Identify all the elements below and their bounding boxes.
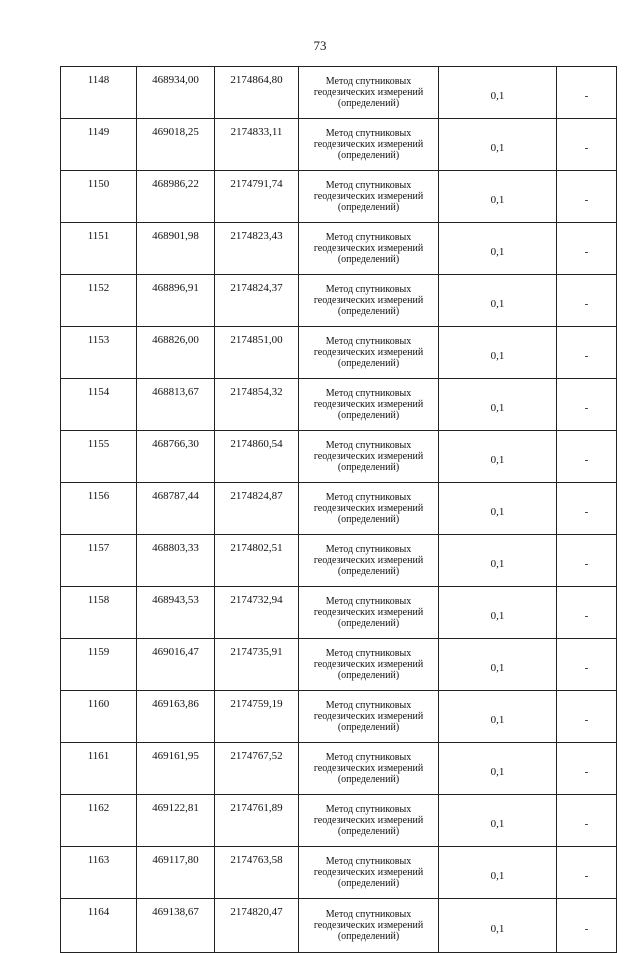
extra-value: - — [584, 141, 589, 154]
point-number-cell: 1163 — [61, 847, 137, 899]
method-cell — [299, 743, 439, 795]
extra-value: - — [584, 765, 589, 778]
extra-cell — [557, 587, 617, 639]
extra-cell — [557, 847, 617, 899]
method-line: Метод спутниковых — [325, 180, 412, 191]
extra-cell — [557, 691, 617, 743]
accuracy-cell — [439, 67, 557, 119]
accuracy-cell — [439, 379, 557, 431]
table-row — [61, 847, 617, 899]
x-coordinate-cell: 469163,86 — [137, 691, 215, 743]
y-coordinate-cell: 2174735,91 — [215, 639, 299, 691]
point-number-cell: 1159 — [61, 639, 137, 691]
x-coordinate-cell: 469138,67 — [137, 899, 215, 953]
extra-cell — [557, 67, 617, 119]
accuracy-cell — [439, 327, 557, 379]
extra-cell — [557, 171, 617, 223]
method-line: (определений) — [337, 410, 400, 421]
extra-cell — [557, 743, 617, 795]
method-line: Метод спутниковых — [325, 856, 412, 867]
extra-value: - — [584, 453, 589, 466]
x-coordinate-cell: 468943,53 — [137, 587, 215, 639]
method-line: (определений) — [337, 462, 400, 473]
method-cell — [299, 691, 439, 743]
table-row — [61, 67, 617, 119]
point-number-cell: 1155 — [61, 431, 137, 483]
point-number-cell: 1154 — [61, 379, 137, 431]
method-line: геодезических измерений — [313, 191, 424, 202]
method-line: (определений) — [337, 722, 400, 733]
method-line: (определений) — [337, 618, 400, 629]
accuracy-cell — [439, 483, 557, 535]
point-number-cell: 1149 — [61, 119, 137, 171]
extra-cell — [557, 639, 617, 691]
method-line: геодезических измерений — [313, 139, 424, 150]
method-cell — [299, 847, 439, 899]
method-line: геодезических измерений — [313, 87, 424, 98]
table-row — [61, 119, 617, 171]
method-line: геодезических измерений — [313, 607, 424, 618]
accuracy-value: 0,1 — [490, 557, 505, 570]
extra-value: - — [584, 557, 589, 570]
accuracy-value: 0,1 — [490, 869, 505, 882]
method-cell — [299, 67, 439, 119]
accuracy-cell — [439, 171, 557, 223]
extra-cell — [557, 899, 617, 953]
method-line: геодезических измерений — [313, 347, 424, 358]
method-line: Метод спутниковых — [325, 909, 412, 920]
method-line: Метод спутниковых — [325, 440, 412, 451]
extra-value: - — [584, 245, 589, 258]
extra-cell — [557, 431, 617, 483]
accuracy-cell — [439, 275, 557, 327]
method-line: геодезических измерений — [313, 815, 424, 826]
table-row — [61, 743, 617, 795]
accuracy-value: 0,1 — [490, 349, 505, 362]
x-coordinate-cell: 469018,25 — [137, 119, 215, 171]
table-row — [61, 431, 617, 483]
accuracy-value: 0,1 — [490, 193, 505, 206]
accuracy-value: 0,1 — [490, 505, 505, 518]
extra-value: - — [584, 869, 589, 882]
y-coordinate-cell: 2174791,74 — [215, 171, 299, 223]
extra-cell — [557, 275, 617, 327]
x-coordinate-cell: 468787,44 — [137, 483, 215, 535]
point-number-cell: 1164 — [61, 899, 137, 953]
method-line: геодезических измерений — [313, 503, 424, 514]
extra-value: - — [584, 89, 589, 102]
y-coordinate-cell: 2174854,32 — [215, 379, 299, 431]
method-line: (определений) — [337, 514, 400, 525]
point-number-cell: 1156 — [61, 483, 137, 535]
accuracy-value: 0,1 — [490, 141, 505, 154]
method-line: (определений) — [337, 150, 400, 161]
accuracy-value: 0,1 — [490, 713, 505, 726]
y-coordinate-cell: 2174759,19 — [215, 691, 299, 743]
x-coordinate-cell: 468934,00 — [137, 67, 215, 119]
y-coordinate-cell: 2174802,51 — [215, 535, 299, 587]
y-coordinate-cell: 2174767,52 — [215, 743, 299, 795]
method-line: геодезических измерений — [313, 451, 424, 462]
extra-value: - — [584, 193, 589, 206]
extra-value: - — [584, 401, 589, 414]
extra-cell — [557, 795, 617, 847]
point-number-cell: 1161 — [61, 743, 137, 795]
method-line: геодезических измерений — [313, 295, 424, 306]
x-coordinate-cell: 468803,33 — [137, 535, 215, 587]
point-number-cell: 1162 — [61, 795, 137, 847]
method-cell — [299, 795, 439, 847]
method-line: Метод спутниковых — [325, 336, 412, 347]
method-cell — [299, 431, 439, 483]
y-coordinate-cell: 2174851,00 — [215, 327, 299, 379]
accuracy-value: 0,1 — [490, 453, 505, 466]
method-line: геодезических измерений — [313, 711, 424, 722]
y-coordinate-cell: 2174823,43 — [215, 223, 299, 275]
accuracy-cell — [439, 795, 557, 847]
point-number-cell: 1157 — [61, 535, 137, 587]
table-row — [61, 327, 617, 379]
accuracy-value: 0,1 — [490, 245, 505, 258]
table-row — [61, 795, 617, 847]
method-line: (определений) — [337, 254, 400, 265]
x-coordinate-cell: 468896,91 — [137, 275, 215, 327]
method-line: Метод спутниковых — [325, 128, 412, 139]
x-coordinate-cell: 468766,30 — [137, 431, 215, 483]
accuracy-value: 0,1 — [490, 661, 505, 674]
table-row — [61, 483, 617, 535]
method-line: геодезических измерений — [313, 243, 424, 254]
method-cell — [299, 327, 439, 379]
table-row — [61, 535, 617, 587]
x-coordinate-cell: 469161,95 — [137, 743, 215, 795]
method-line: (определений) — [337, 670, 400, 681]
x-coordinate-cell: 468826,00 — [137, 327, 215, 379]
point-number-cell: 1151 — [61, 223, 137, 275]
accuracy-value: 0,1 — [490, 401, 505, 414]
table-row — [61, 275, 617, 327]
y-coordinate-cell: 2174824,87 — [215, 483, 299, 535]
accuracy-cell — [439, 587, 557, 639]
extra-value: - — [584, 922, 589, 935]
accuracy-value: 0,1 — [490, 89, 505, 102]
accuracy-cell — [439, 743, 557, 795]
extra-value: - — [584, 505, 589, 518]
x-coordinate-cell: 468901,98 — [137, 223, 215, 275]
method-cell — [299, 171, 439, 223]
method-line: Метод спутниковых — [325, 700, 412, 711]
method-line: (определений) — [337, 774, 400, 785]
point-number-cell: 1148 — [61, 67, 137, 119]
extra-value: - — [584, 713, 589, 726]
method-line: (определений) — [337, 202, 400, 213]
y-coordinate-cell: 2174860,54 — [215, 431, 299, 483]
accuracy-cell — [439, 535, 557, 587]
method-line: Метод спутниковых — [325, 388, 412, 399]
table-row — [61, 171, 617, 223]
point-number-cell: 1160 — [61, 691, 137, 743]
table-row — [61, 639, 617, 691]
method-line: (определений) — [337, 878, 400, 889]
accuracy-cell — [439, 691, 557, 743]
y-coordinate-cell: 2174824,37 — [215, 275, 299, 327]
method-line: (определений) — [337, 98, 400, 109]
y-coordinate-cell: 2174864,80 — [215, 67, 299, 119]
y-coordinate-cell: 2174763,58 — [215, 847, 299, 899]
x-coordinate-cell: 469016,47 — [137, 639, 215, 691]
extra-cell — [557, 483, 617, 535]
accuracy-value: 0,1 — [490, 817, 505, 830]
method-line: Метод спутниковых — [325, 544, 412, 555]
method-line: геодезических измерений — [313, 920, 424, 931]
table-row — [61, 587, 617, 639]
method-line: Метод спутниковых — [325, 648, 412, 659]
extra-value: - — [584, 609, 589, 622]
method-line: Метод спутниковых — [325, 76, 412, 87]
method-cell — [299, 275, 439, 327]
point-number-cell: 1150 — [61, 171, 137, 223]
x-coordinate-cell: 469117,80 — [137, 847, 215, 899]
method-line: (определений) — [337, 306, 400, 317]
method-line: Метод спутниковых — [325, 596, 412, 607]
method-cell — [299, 587, 439, 639]
method-line: Метод спутниковых — [325, 752, 412, 763]
y-coordinate-cell: 2174761,89 — [215, 795, 299, 847]
method-line: геодезических измерений — [313, 555, 424, 566]
method-line: Метод спутниковых — [325, 804, 412, 815]
coordinates-table — [60, 66, 617, 953]
method-cell — [299, 639, 439, 691]
method-line: Метод спутниковых — [325, 284, 412, 295]
accuracy-cell — [439, 899, 557, 953]
y-coordinate-cell: 2174820,47 — [215, 899, 299, 953]
table-row — [61, 379, 617, 431]
x-coordinate-cell: 468986,22 — [137, 171, 215, 223]
method-line: геодезических измерений — [313, 867, 424, 878]
method-line: (определений) — [337, 358, 400, 369]
y-coordinate-cell: 2174732,94 — [215, 587, 299, 639]
coordinates-table-body — [61, 67, 617, 953]
x-coordinate-cell: 468813,67 — [137, 379, 215, 431]
x-coordinate-cell: 469122,81 — [137, 795, 215, 847]
method-cell — [299, 535, 439, 587]
y-coordinate-cell: 2174833,11 — [215, 119, 299, 171]
accuracy-cell — [439, 639, 557, 691]
extra-value: - — [584, 297, 589, 310]
point-number-cell: 1152 — [61, 275, 137, 327]
extra-cell — [557, 223, 617, 275]
accuracy-cell — [439, 431, 557, 483]
method-cell — [299, 483, 439, 535]
point-number-cell: 1158 — [61, 587, 137, 639]
extra-cell — [557, 535, 617, 587]
method-line: Метод спутниковых — [325, 492, 412, 503]
method-line: геодезических измерений — [313, 659, 424, 670]
table-row — [61, 691, 617, 743]
method-cell — [299, 223, 439, 275]
method-line: Метод спутниковых — [325, 232, 412, 243]
extra-value: - — [584, 349, 589, 362]
extra-value: - — [584, 661, 589, 674]
table-row — [61, 223, 617, 275]
extra-cell — [557, 119, 617, 171]
accuracy-value: 0,1 — [490, 609, 505, 622]
extra-value: - — [584, 817, 589, 830]
method-line: (определений) — [337, 931, 400, 942]
table-row — [61, 899, 617, 953]
extra-cell — [557, 379, 617, 431]
method-cell — [299, 899, 439, 953]
accuracy-cell — [439, 119, 557, 171]
method-line: геодезических измерений — [313, 399, 424, 410]
method-cell — [299, 119, 439, 171]
page-number: 73 — [313, 38, 327, 53]
accuracy-cell — [439, 847, 557, 899]
method-line: (определений) — [337, 566, 400, 577]
method-line: (определений) — [337, 826, 400, 837]
accuracy-value: 0,1 — [490, 765, 505, 778]
method-cell — [299, 379, 439, 431]
extra-cell — [557, 327, 617, 379]
accuracy-cell — [439, 223, 557, 275]
point-number-cell: 1153 — [61, 327, 137, 379]
accuracy-value: 0,1 — [490, 922, 505, 935]
method-line: геодезических измерений — [313, 763, 424, 774]
accuracy-value: 0,1 — [490, 297, 505, 310]
